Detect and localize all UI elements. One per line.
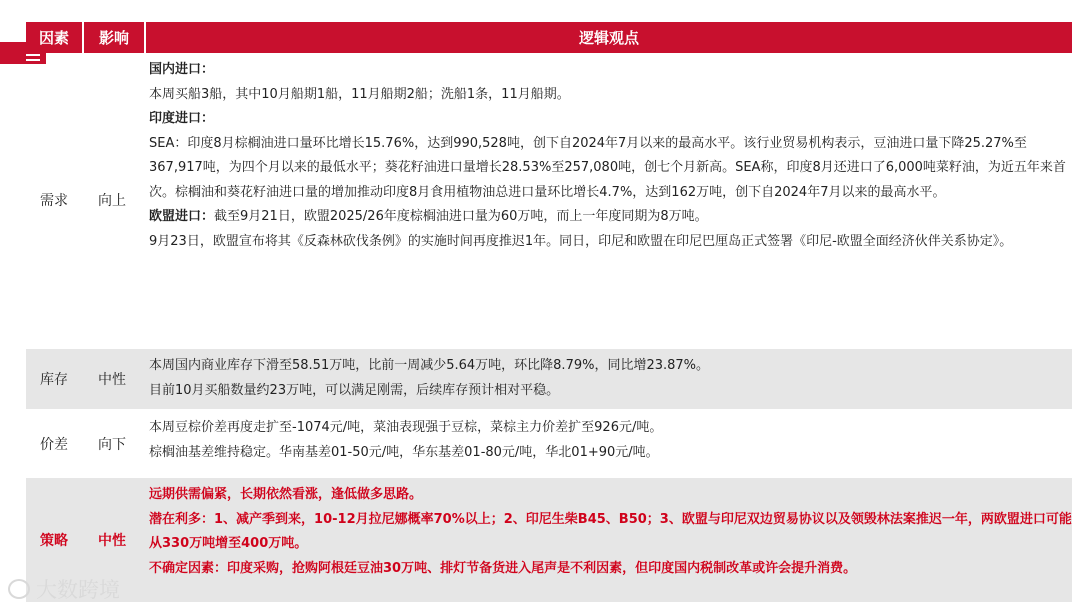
impact-cell: 向上 xyxy=(98,193,126,209)
factor-cell: 库存 xyxy=(40,372,68,388)
logic-line: 本周豆棕价差再度走扩至-1074元/吨，菜油表现强于豆棕，菜棕主力价差扩至926元/吨。 xyxy=(149,420,663,435)
india-import-heading: 印度进口： xyxy=(149,111,215,126)
impact-cell: 中性 xyxy=(98,372,126,388)
logic-line: 本周国内商业库存下滑至58.51万吨，比前一周减少5.64万吨，环比降8.79%，同比增23.87%。 xyxy=(149,358,710,373)
analysis-table xyxy=(26,22,1072,604)
factor-cell: 需求 xyxy=(40,193,68,209)
logic-line: SEA：印度8月棕榈油进口量环比增长15.76%，达到990,528吨，创下自2024年7月以来的最高水平。该行业贸易机构表示，豆油进口量下降25.27%至367,917吨，为四个月以来的最低水平；葵花籽油进口量增长28.53%至257,080吨，创七个月新高。SEA称，印度8月还进口了6,000吨菜籽油，为近五年来首次。棕榈油和葵花籽油进口量的增加推动印度8月食用植物油总进口量环比增长4.7%，达到162万吨，创下自2024年7月以来的最高水平。 xyxy=(149,135,1066,200)
table-row-inventory xyxy=(26,349,1072,411)
logic-line: 潜在利多：1、减产季到来，10-12月拉尼娜概率70%以上；2、印尼生柴B45、B50；3、欧盟与印尼双边贸易协议以及领毁林法案推迟一年，两欧盟进口可能从330万吨增至400万吨。 xyxy=(149,511,1072,551)
watermark-logo-icon xyxy=(8,579,30,599)
domestic-import-heading: 国内进口： xyxy=(149,62,215,77)
logic-line: 截至9月21日，欧盟2025/26年度棕榈油进口量为60万吨，而上一年度同期为8万吨。 xyxy=(214,209,708,224)
logic-cell xyxy=(142,349,1072,409)
logic-cell xyxy=(142,53,1072,347)
logic-cell xyxy=(142,411,1072,476)
logic-line: 本周买船3船，其中10月船期1船，11月船期2船；洗船1条，11月船期。 xyxy=(149,86,570,102)
logic-line: 目前10月买船数量约23万吨，可以满足刚需，后续库存预计相对平稳。 xyxy=(149,382,560,398)
header-logic: 逻辑观点 xyxy=(578,29,639,47)
logic-line: 棕榈油基差维持稳定。华南基差01-50元/吨，华东基差01-80元/吨，华北01+90元/吨。 xyxy=(149,444,659,460)
eu-import-heading: 欧盟进口： xyxy=(149,209,215,224)
watermark-text: 大数跨境 xyxy=(36,578,120,602)
factor-cell: 策略 xyxy=(40,533,68,549)
table-row-spread xyxy=(26,411,1072,478)
logic-line: 远期供需偏紧，长期依然看涨，逢低做多思路。 xyxy=(149,487,423,502)
logic-line: 不确定因素：印度采购，抢购阿根廷豆油30万吨、排灯节备货进入尾声是不利因素，但印度国内税制改革或许会提升消费。 xyxy=(149,560,857,576)
watermark xyxy=(8,574,120,604)
logic-cell xyxy=(142,478,1072,602)
table-row-demand xyxy=(26,53,1072,349)
impact-cell: 向下 xyxy=(98,436,126,453)
logic-line: 9月23日，欧盟宣布将其《反森林砍伐条例》的实施时间再度推迟1年。同日，印尼和欧盟在印尼巴厘岛正式签署《印尼-欧盟全面经济伙伴关系协定》。 xyxy=(149,233,1013,249)
table-header xyxy=(26,22,1072,53)
impact-cell: 中性 xyxy=(98,533,126,549)
header-impact: 影响 xyxy=(84,22,146,53)
table-row-strategy xyxy=(26,478,1072,604)
header-factor: 因素 xyxy=(26,22,84,53)
factor-cell: 价差 xyxy=(40,436,68,453)
